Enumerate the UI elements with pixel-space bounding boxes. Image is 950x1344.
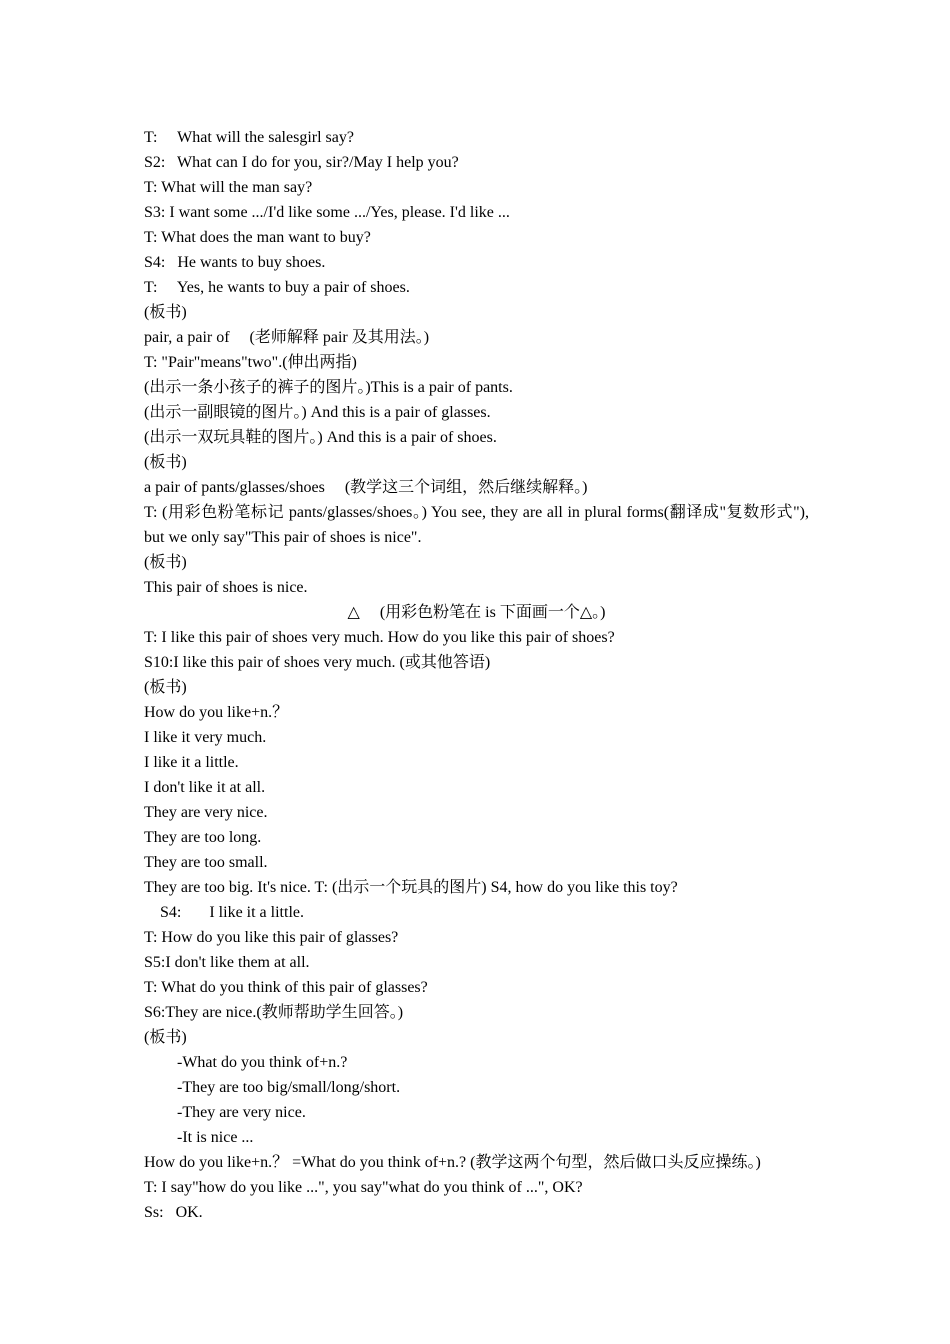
dialogue-line: T: Yes, he wants to buy a pair of shoes. bbox=[144, 279, 410, 296]
text-line: They are too long. bbox=[144, 829, 262, 846]
text-line: This pair of shoes is nice. bbox=[144, 579, 308, 596]
blackboard-note: (板书) bbox=[144, 679, 187, 696]
text-line: a pair of pants/glasses/shoes (教学这三个词组，然后继续解释。) bbox=[144, 479, 588, 496]
text-line: How do you like+n.？ bbox=[144, 704, 289, 721]
dialogue-line: T: What does the man want to buy? bbox=[144, 229, 371, 246]
text-line: pair, a pair of (老师解释 pair 及其用法。) bbox=[144, 329, 430, 346]
dialogue-line: S10:I like this pair of shoes very much. (或其他答语) bbox=[144, 654, 491, 671]
dialogue-line: T: What do you think of this pair of glasses? bbox=[144, 979, 428, 996]
blackboard-note: (板书) bbox=[144, 304, 187, 321]
dialogue-line: S2: What can I do for you, sir?/May I help you? bbox=[144, 154, 459, 171]
text-line: (出示一双玩具鞋的图片。) And this is a pair of shoes. bbox=[144, 429, 497, 446]
text-line: (出示一条小孩子的裤子的图片。)This is a pair of pants. bbox=[144, 379, 513, 396]
text-line: They are too small. bbox=[144, 854, 268, 871]
dialogue-line: T: I like this pair of shoes very much. How do you like this pair of shoes? bbox=[144, 629, 615, 646]
text-line: I don't like it at all. bbox=[144, 779, 266, 796]
triangle-annotation: △ (用彩色粉笔在 is 下面画一个△。) bbox=[347, 604, 606, 621]
text-line: How do you like+n.？ =What do you think of+n.? (教学这两个句型，然后做口头反应操练。) bbox=[144, 1154, 761, 1171]
blackboard-note: (板书) bbox=[144, 554, 187, 571]
dialogue-paragraph: T: (用彩色粉笔标记 pants/glasses/shoes。) You see, they are all in plural forms(翻译成"复数形式"), but we only say"This pair of shoes is nice". bbox=[144, 504, 809, 546]
text-line: -They are very nice. bbox=[177, 1104, 306, 1121]
dialogue-line: T: How do you like this pair of glasses? bbox=[144, 929, 399, 946]
dialogue-line: S3: I want some .../I'd like some .../Yes, please. I'd like ... bbox=[144, 204, 510, 221]
dialogue-line: T: I say"how do you like ...", you say"what do you think of ...", OK? bbox=[144, 1179, 583, 1196]
text-line: -They are too big/small/long/short. bbox=[177, 1079, 401, 1096]
dialogue-line: T: "Pair"means"two".(伸出两指) bbox=[144, 354, 357, 371]
dialogue-line: S5:I don't like them at all. bbox=[144, 954, 310, 971]
text-line: I like it very much. bbox=[144, 729, 267, 746]
dialogue-line: Ss: OK. bbox=[144, 1204, 203, 1221]
dialogue-line: S4: I like it a little. bbox=[160, 904, 304, 921]
text-line: -It is nice ... bbox=[177, 1129, 254, 1146]
dialogue-line: S6:They are nice.(教师帮助学生回答。) bbox=[144, 1004, 404, 1021]
blackboard-note: (板书) bbox=[144, 454, 187, 471]
text-line: They are too big. It's nice. T: (出示一个玩具的图片) S4, how do you like this toy? bbox=[144, 879, 678, 896]
dialogue-line: T: What will the salesgirl say? bbox=[144, 129, 354, 146]
dialogue-line: T: What will the man say? bbox=[144, 179, 313, 196]
text-line: -What do you think of+n.? bbox=[177, 1054, 348, 1071]
text-line: They are very nice. bbox=[144, 804, 268, 821]
text-line: (出示一副眼镜的图片。) And this is a pair of glasses. bbox=[144, 404, 491, 421]
dialogue-line: S4: He wants to buy shoes. bbox=[144, 254, 326, 271]
document-body bbox=[144, 125, 809, 1225]
blackboard-note: (板书) bbox=[144, 1029, 187, 1046]
text-line: I like it a little. bbox=[144, 754, 239, 771]
